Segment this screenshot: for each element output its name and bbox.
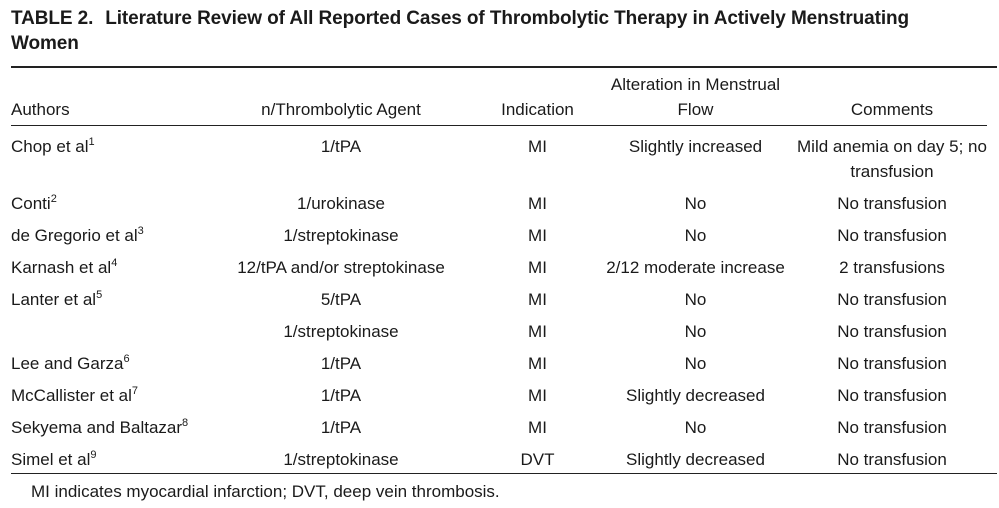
reference-number: 1 [88,136,95,148]
table-row [11,319,987,351]
reference-number: 6 [123,353,130,365]
cell-agent [201,255,481,287]
cell-comments-text: No transfusion [837,386,947,405]
cell-agent-text: 1/streptokinase [283,226,399,245]
cell-alteration-text: Slightly decreased [626,386,765,405]
cell-agent-text: 1/tPA [320,386,362,405]
cell-alteration-text: No [684,226,707,245]
cell-indication [481,191,594,223]
cell-alteration-text: No [684,194,707,213]
cell-comments [797,447,987,479]
cell-agent-text: 5/tPA [320,290,362,309]
cell-comments-text: 2 transfusions [839,258,945,277]
cell-agent-text: 1/tPA [320,418,362,437]
table-row [11,255,987,287]
cell-comments [797,383,987,415]
table-label: TABLE 2. [11,8,94,29]
cell-comments-text: No transfusion [837,354,947,373]
cell-alteration-text: Slightly increased [628,137,763,156]
cell-indication [481,383,594,415]
cell-author-text: McCallister et al [11,386,132,405]
cell-agent-text: 1/tPA [320,354,362,373]
cell-author [11,287,201,319]
cell-indication [481,319,594,351]
cell-comments [797,319,987,351]
cell-agent [201,351,481,383]
literature-table [11,72,987,479]
cell-indication-text: MI [528,354,547,373]
header-alteration: Alteration in Menstrual Flow [610,75,781,119]
cell-author-text: Chop et al [11,137,89,156]
cell-author-text: Lanter et al [11,290,97,309]
cell-comments-text: No transfusion [837,226,947,245]
cell-author [11,191,201,223]
cell-comments [797,415,987,447]
cell-alteration [594,447,797,479]
cell-alteration-text: Slightly decreased [626,450,765,469]
cell-agent [201,319,481,351]
reference-number: 8 [182,417,189,429]
cell-comments-text: Mild anemia on day 5; no transfusion [797,137,987,181]
cell-alteration-text: No [684,418,707,437]
cell-agent [201,287,481,319]
reference-number: 4 [111,257,118,269]
cell-indication [481,255,594,287]
cell-comments-text: No transfusion [837,194,947,213]
header-agent: n/Thrombolytic Agent [261,100,421,119]
table-row [11,447,987,479]
cell-comments [797,223,987,255]
cell-author [11,255,201,287]
cell-author-text: Simel et al [11,450,91,469]
table-caption: Literature Review of All Reported Cases of Thrombolytic Therapy in Actively Menstruating Women [11,8,910,54]
cell-indication-text: DVT [520,450,555,469]
cell-comments [797,351,987,383]
cell-indication-text: MI [528,322,547,341]
cell-indication-text: MI [528,226,547,245]
header-indication: Indication [501,100,574,119]
header-authors: Authors [11,100,70,119]
table-row [11,383,987,415]
cell-alteration [594,223,797,255]
cell-alteration [594,191,797,223]
cell-author [11,351,201,383]
cell-indication-text: MI [528,258,547,277]
cell-indication [481,415,594,447]
cell-comments [797,287,987,319]
cell-indication [481,447,594,479]
reference-number: 3 [137,225,144,237]
cell-author [11,223,201,255]
cell-comments-text: No transfusion [837,322,947,341]
cell-author-text: Lee and Garza [11,354,124,373]
table-row [11,126,987,192]
cell-alteration [594,383,797,415]
cell-alteration-text: No [684,322,707,341]
cell-author [11,415,201,447]
cell-agent-text: 1/tPA [320,137,362,156]
cell-indication-text: MI [528,386,547,405]
cell-author-text: Karnash et al [11,258,112,277]
cell-agent-text: 1/streptokinase [283,450,399,469]
cell-agent [201,415,481,447]
cell-indication-text: MI [528,194,547,213]
cell-agent [201,126,481,192]
cell-alteration-text: No [684,290,707,309]
table-title [11,6,981,56]
cell-agent [201,383,481,415]
cell-comments-text: No transfusion [837,290,947,309]
cell-alteration [594,415,797,447]
cell-agent [201,191,481,223]
table-row [11,191,987,223]
cell-comments-text: No transfusion [837,450,947,469]
cell-comments-text: No transfusion [837,418,947,437]
reference-number: 9 [90,449,97,461]
cell-agent [201,447,481,479]
table-row [11,287,987,319]
table-row [11,351,987,383]
table-row [11,223,987,255]
cell-alteration-text: No [684,354,707,373]
cell-indication [481,287,594,319]
header-comments: Comments [850,100,934,119]
cell-alteration [594,287,797,319]
cell-indication [481,223,594,255]
cell-author-text: de Gregorio et al [11,226,138,245]
cell-alteration [594,319,797,351]
cell-agent-text: 12/tPA and/or streptokinase [237,258,445,277]
cell-indication [481,351,594,383]
cell-author-text: Sekyema and Baltazar [11,418,183,437]
cell-comments [797,255,987,287]
cell-comments [797,126,987,192]
header-row [11,72,987,126]
cell-author [11,447,201,479]
reference-number: 2 [50,193,57,205]
cell-alteration [594,255,797,287]
cell-indication-text: MI [528,418,547,437]
cell-author [11,319,201,351]
cell-alteration [594,126,797,192]
table-footnote: MI indicates myocardial infarction; DVT, deep vein thrombosis. [31,482,500,501]
cell-comments [797,191,987,223]
table-row [11,415,987,447]
cell-agent-text: 1/streptokinase [283,322,399,341]
cell-author-text: Conti [11,194,51,213]
cell-agent-text: 1/urokinase [297,194,385,213]
cell-agent [201,223,481,255]
cell-author [11,383,201,415]
bottom-rule [11,473,997,474]
cell-alteration-text: 2/12 moderate increase [606,258,785,277]
cell-indication [481,126,594,192]
cell-indication-text: MI [528,137,547,156]
top-rule [11,66,997,68]
cell-indication-text: MI [528,290,547,309]
cell-author [11,126,201,192]
table-body [11,126,987,480]
cell-alteration [594,351,797,383]
reference-number: 5 [96,289,103,301]
reference-number: 7 [131,385,139,397]
